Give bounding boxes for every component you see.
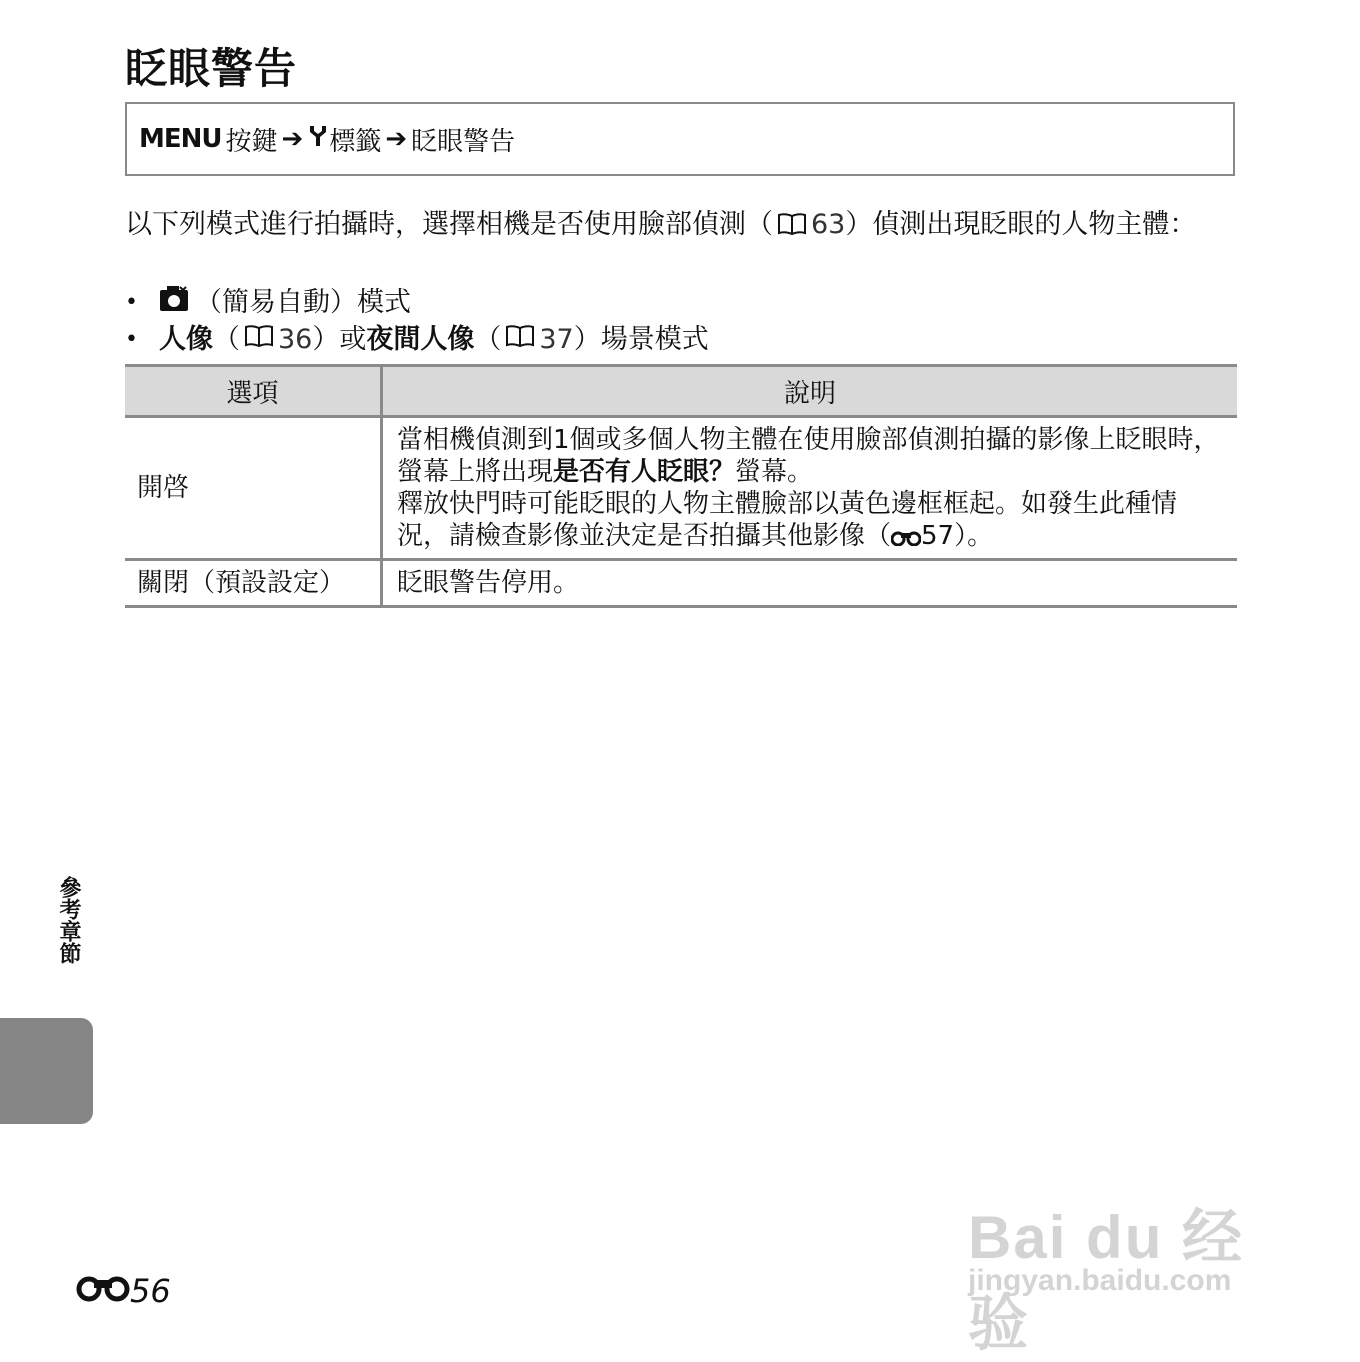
paren-open: （ — [474, 324, 502, 355]
desc-text: 當相機偵測到1個或多個人物主體在使用臉部偵測拍攝的影像上眨眼時，螢幕上將出現 — [397, 425, 1220, 487]
bullet-icon: • — [125, 327, 138, 352]
list-item-text: ）或 — [312, 324, 367, 355]
desc-text: 釋放快門時可能眨眼的人物主體臉部以黃色邊框框起。如發生此種情況，請檢查影像並決定是否拍攝其他影像（ — [397, 489, 1178, 551]
page-ref: 63 — [811, 209, 846, 240]
option-on: 開啓 — [125, 417, 382, 560]
table-row — [125, 417, 1237, 560]
desc-bold-screen: 是否有人眨眼？ — [553, 457, 736, 487]
desc-text: 螢幕。 — [735, 457, 814, 487]
page-title: 眨眼警告 — [125, 44, 298, 93]
list-item — [125, 322, 709, 358]
mode-name-portrait: 人像 — [159, 324, 213, 355]
table-row — [125, 560, 1237, 607]
chapter-tab — [0, 1018, 93, 1124]
chapter-side-label — [50, 876, 86, 972]
option-off: 關閉（預設設定） — [125, 560, 382, 607]
intro-tail: ）偵測出現眨眼的人物主體： — [845, 209, 1197, 240]
list-item — [125, 284, 709, 322]
watermark — [960, 1160, 1290, 1357]
header-description: 說明 — [382, 366, 1238, 417]
option-on-description — [382, 417, 1238, 560]
menu-path-box — [125, 102, 1235, 176]
book-icon — [505, 322, 535, 358]
wrench-icon — [307, 124, 329, 155]
book-icon — [244, 322, 274, 358]
mode-name-night-portrait: 夜間人像 — [366, 324, 475, 355]
watermark-url: jingyan.baidu.com — [968, 1264, 1232, 1297]
menu-item-label: 眨眼警告 — [411, 126, 516, 157]
watermark-main: Bai du 经验 — [968, 1204, 1245, 1357]
table-header-row — [125, 366, 1237, 417]
intro-paragraph — [125, 206, 1237, 247]
page-ref: 37 — [539, 324, 574, 355]
key-label: 按鍵 — [225, 126, 278, 157]
mode-list — [125, 284, 709, 358]
options-table — [125, 364, 1237, 608]
intro-text: 以下列模式進行拍攝時，選擇相機是否使用臉部偵測（ — [125, 209, 773, 240]
menu-word: MENU — [139, 124, 222, 154]
page-number — [76, 1272, 171, 1310]
book-icon — [777, 209, 807, 247]
arrow-icon: ➔ — [281, 124, 304, 154]
page-number-text: 56 — [130, 1272, 171, 1310]
desc-text: ）。 — [954, 521, 994, 551]
chapter-label-text: 參考章節 — [56, 876, 81, 964]
bullet-icon: • — [125, 290, 138, 315]
paren-open: （ — [213, 324, 240, 355]
page-ref: 57 — [921, 521, 955, 551]
tab-label: 標籤 — [329, 126, 382, 157]
auto-camera-icon — [159, 284, 189, 322]
binocular-icon — [76, 1272, 130, 1310]
option-off-description: 眨眼警告停用。 — [382, 560, 1238, 607]
list-item-text: ）場景模式 — [573, 324, 709, 355]
list-item-text: （簡易自動）模式 — [195, 287, 411, 318]
binocular-icon — [891, 521, 921, 551]
arrow-icon: ➔ — [385, 124, 408, 154]
header-option: 選項 — [125, 366, 382, 417]
page-ref: 36 — [278, 324, 313, 355]
